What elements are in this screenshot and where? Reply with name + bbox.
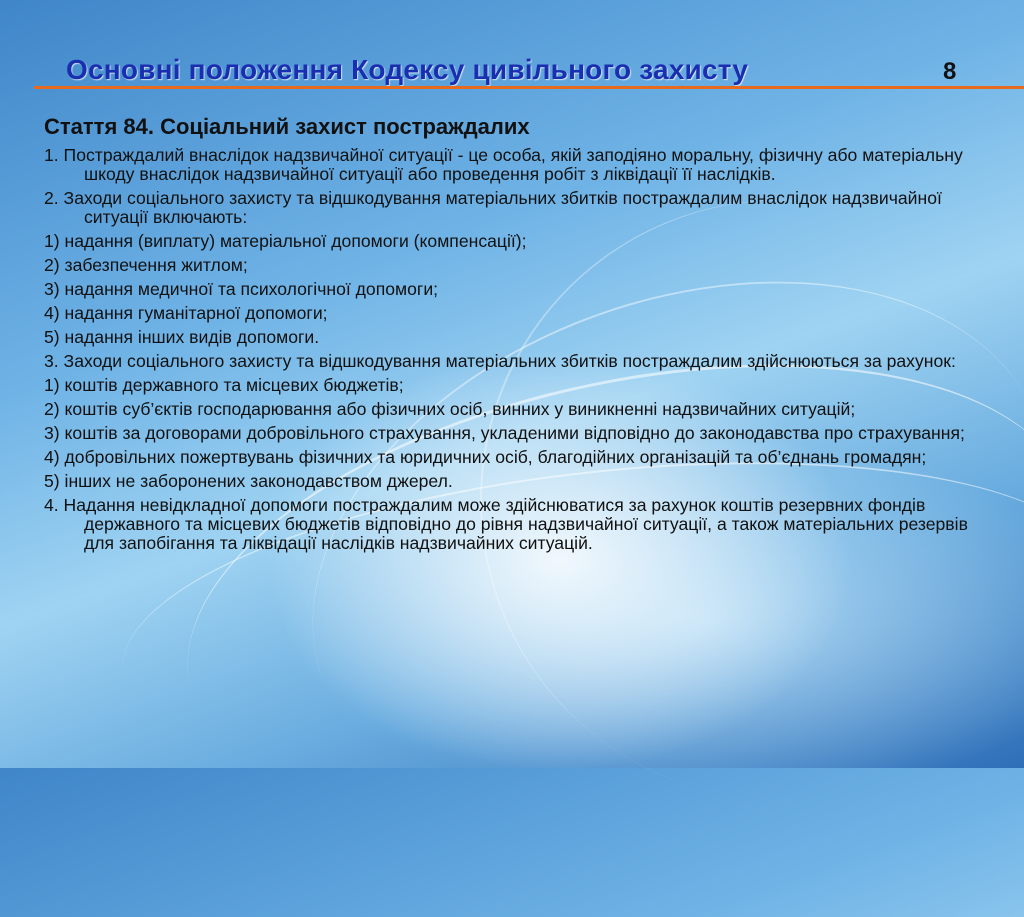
page-number: 8 xyxy=(943,58,957,85)
list-item: 1) коштів державного та місцевих бюджетів; xyxy=(44,375,404,395)
list-item: 2) коштів суб’єктів господарювання або фізичних осіб, винних у виникненні надзвичайних ситуацій; xyxy=(44,399,856,419)
list-item: 4) добровільних пожертвувань фізичних та юридичних осіб, благодійних організацій та об’єднань громадян; xyxy=(44,447,927,467)
list-item: 5) надання інших видів допомоги. xyxy=(44,327,320,347)
list-item: 5) інших не заборонених законодавством джерел. xyxy=(44,471,453,491)
title-underline xyxy=(34,86,1024,89)
slide-title: Основні положення Кодексу цивільного захисту xyxy=(66,54,749,85)
article-body xyxy=(44,114,984,558)
list-item: 1) надання (виплату) матеріальної допомоги (компенсації); xyxy=(44,231,527,251)
article-heading: Стаття 84. Соціальний захист постраждалих xyxy=(44,114,530,139)
slide-header xyxy=(0,0,1024,100)
list-item: 3) надання медичної та психологічної допомоги; xyxy=(44,279,439,299)
paragraph: 1. Постраждалий внаслідок надзвичайної ситуації - це особа, якій заподіяно моральну, фізичну або матеріальну шкоду внаслідок надзвичайної ситуації або проведення робіт з ліквідації її наслідків. xyxy=(44,145,963,184)
paragraph: 3. Заходи соціального захисту та відшкодування матеріальних збитків постраждалим здійснюються за рахунок: xyxy=(44,351,956,371)
list-item: 4) надання гуманітарної допомоги; xyxy=(44,303,328,323)
list-item: 3) коштів за договорами добровільного страхування, укладеними відповідно до законодавства про страхування; xyxy=(44,423,965,443)
list-item: 2) забезпечення житлом; xyxy=(44,255,248,275)
paragraph: 2. Заходи соціального захисту та відшкодування матеріальних збитків постраждалим внаслідок надзвичайної ситуації включають: xyxy=(44,188,942,227)
paragraph: 4. Надання невідкладної допомоги постраждалим може здійснюватися за рахунок коштів резервних фондів державного та місцевих бюджетів відповідно до рівня надзвичайної ситуації, а також матеріальних резервів для запобігання та ліквідації наслідків надзвичайних ситуацій. xyxy=(44,495,968,553)
